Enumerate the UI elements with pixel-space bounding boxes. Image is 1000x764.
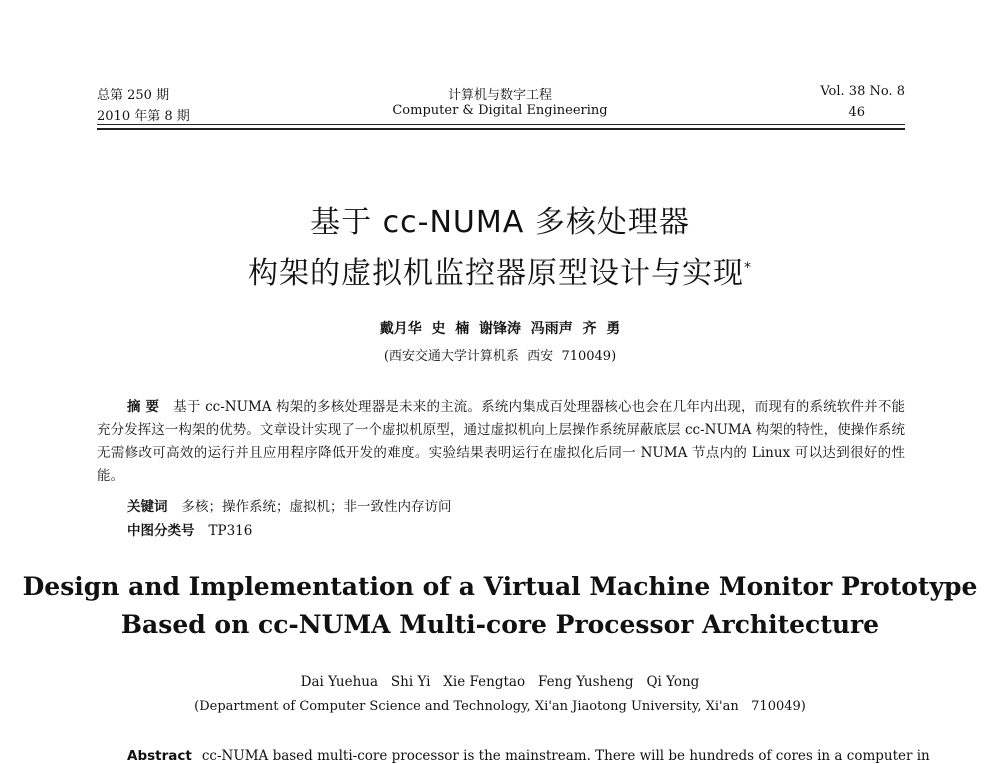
keywords-cn [127,496,452,519]
affiliation-cn: (西安交通大学计算机系 西安 710049) [383,349,617,364]
header-rule-thin [97,124,905,125]
volume-number: Vol. 38 No. 8 [820,84,905,99]
abstract-en-text: cc-NUMA based multi-core processor is the mainstream. There will be hundreds of cores in a computer in [201,748,930,764]
authors-en: Dai Yuehua Shi Yi Xie Fengtao Feng Yusheng Qi Yong [300,674,700,690]
abstract-cn [97,396,905,488]
title-en-line1: Design and Implementation of a Virtual Machine Monitor Prototype [22,572,978,601]
abstract-en [127,748,930,764]
issue-total: 总第 250 期 [97,88,170,103]
abstract-cn-label: 摘 要 [127,399,160,415]
affiliation-en: (Department of Computer Science and Technology, Xi'an Jiaotong University, Xi'an 710049) [194,699,806,714]
classification-code: TP316 [208,523,253,539]
keywords-cn-text: 多核；操作系统；虚拟机；非一致性内存访问 [181,499,452,515]
page-number: 46 [848,105,865,120]
classification [127,520,252,543]
keywords-cn-label: 关键词 [127,499,168,515]
title-footnote-mark: * [744,260,752,276]
abstract-en-label: Abstract [127,748,192,764]
title-cn-line2-text: 构架的虚拟机监控器原型设计与实现 [248,256,744,291]
classification-label: 中图分类号 [127,523,195,539]
authors-cn: 戴月华 史 楠 谢锋涛 冯雨声 齐 勇 [379,321,621,337]
title-cn-line1: 基于 cc-NUMA 多核处理器 [310,205,690,240]
header-rule-thick [97,128,905,130]
journal-name-cn: 计算机与数字工程 [447,88,552,103]
abstract-cn-text: 基于 cc-NUMA 构架的多核处理器是未来的主流。系统内集成百处理器核心也会在几年内出现，而现有的系统软件并不能充分发挥这一构架的优势。文章设计实现了一个虚拟机原型，通过虚拟机向上层操作系统屏蔽底层 cc-NUMA 构架的特性，使操作系统无需修改可高效的运行并且应用程序降低开发的难度。实验结果表明运行在虚拟化后同一 NUMA 节点内的 Linux 可以达到很好的性能。 [97,399,906,484]
journal-name-en: Computer & Digital Engineering [392,103,608,118]
title-en-line2: Based on cc-NUMA Multi-core Processor Architecture [120,610,880,639]
title-cn-line2 [0,248,1000,292]
issue-year: 2010 年第 8 期 [97,109,190,124]
